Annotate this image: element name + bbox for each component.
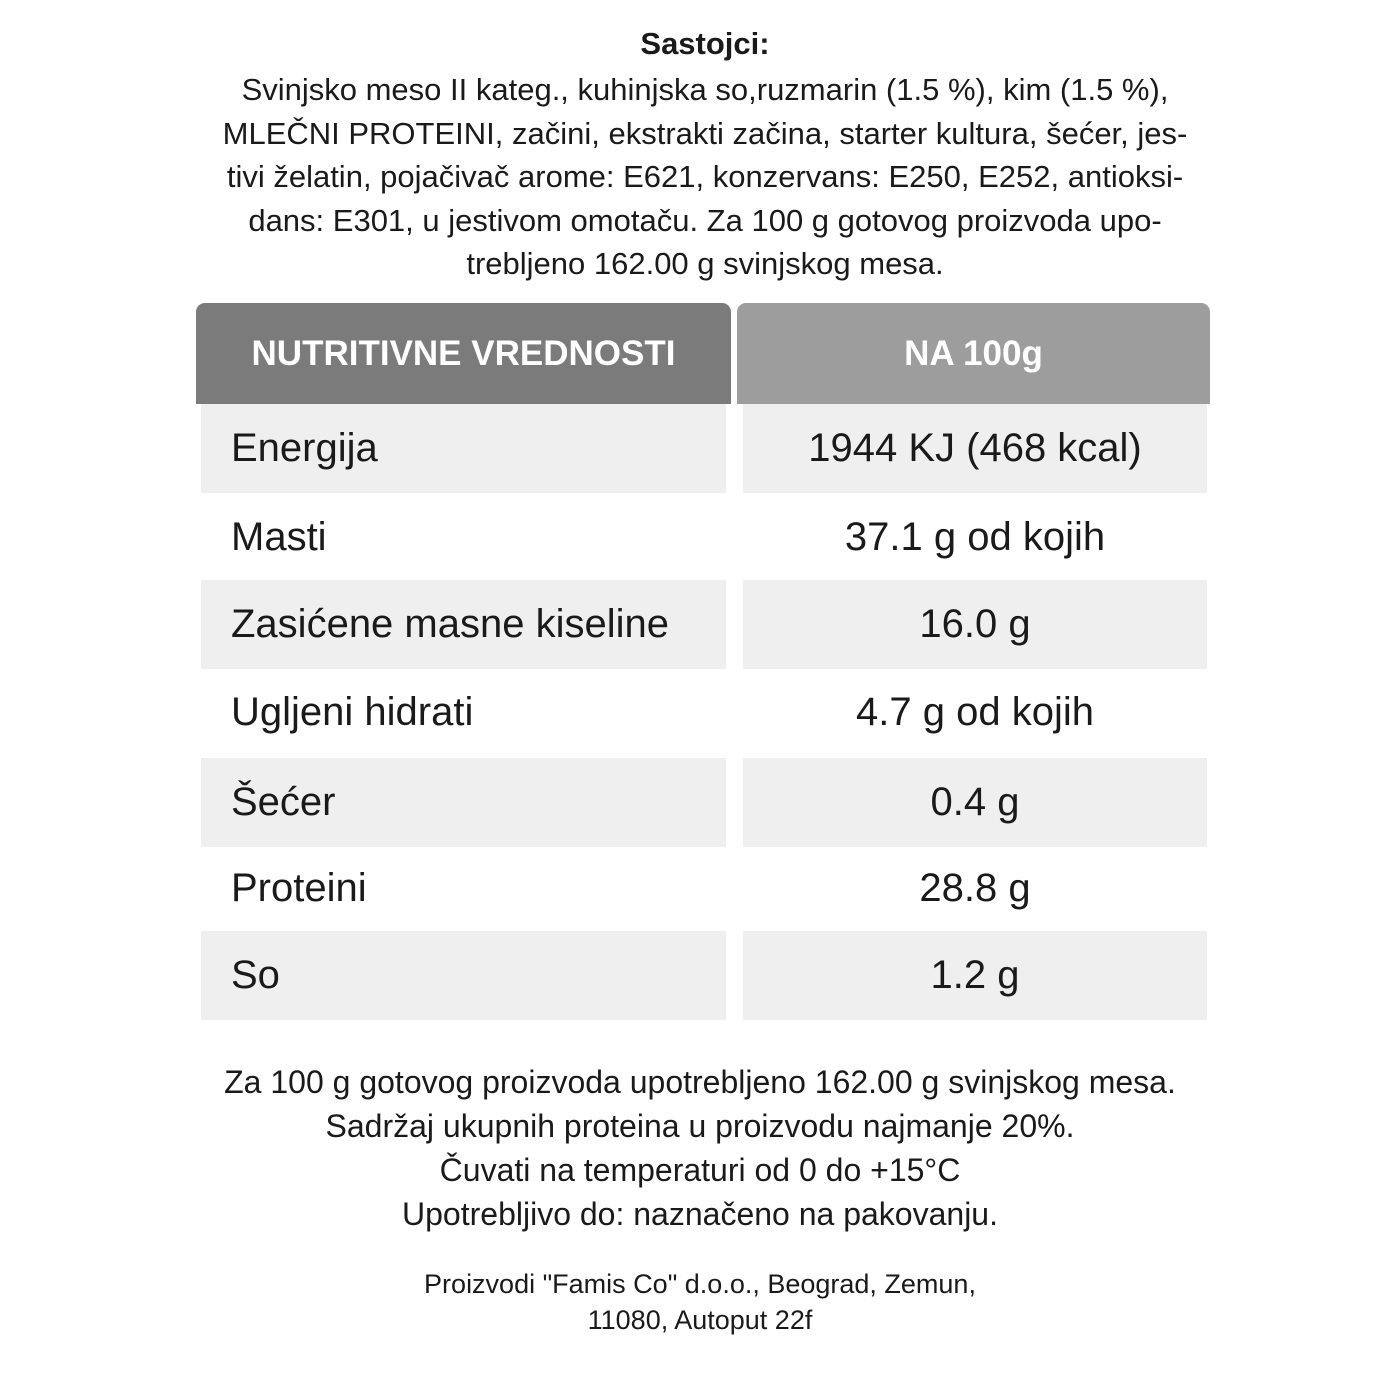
ingredients-line: tivi želatin, pojačivač arome: E621, konzervans: E250, E252, antioksi-	[226, 159, 1184, 194]
nutrient-name: Proteini	[231, 866, 367, 910]
footer-line: Čuvati na temperaturi od 0 do +15°C	[439, 1152, 961, 1188]
nutrient-value: 16.0 g	[743, 580, 1207, 669]
nutrient-name: So	[201, 931, 726, 1020]
nutrition-row-fat	[201, 493, 1207, 582]
footer-line: Upotrebljivo do: naznačeno na pakovanju.	[402, 1196, 998, 1232]
nutrition-row-salt	[201, 931, 1207, 1020]
storage-info	[0, 1060, 1400, 1236]
ingredients-text	[0, 68, 1400, 286]
producer-line: 11080, Autoput 22f	[587, 1305, 813, 1335]
ingredients-line: dans: E301, u jestivom omotaču. Za 100 g gotovog proizvoda upo-	[248, 202, 1162, 238]
nutrient-value: 28.8 g	[919, 866, 1031, 910]
producer-line: Proizvodi "Famis Co" d.o.o., Beograd, Zemun,	[424, 1269, 976, 1299]
ingredients-line: trebljeno 162.00 g svinjskog mesa.	[466, 246, 944, 281]
nutrition-table	[196, 303, 1210, 1021]
nutrition-header-name: NUTRITIVNE VREDNOSTI	[196, 303, 731, 404]
footer-line: Sadržaj ukupnih proteina u proizvodu najmanje 20%.	[325, 1108, 1075, 1144]
nutrient-name: Ugljeni hidrati	[231, 690, 474, 734]
producer-info	[0, 1266, 1400, 1338]
ingredients-line: Svinjsko meso II kateg., kuhinjska so,ruzmarin (1.5 %), kim (1.5 %),	[241, 72, 1169, 107]
nutrition-row-carbohydrates	[201, 668, 1207, 757]
nutrient-value: 1.2 g	[743, 931, 1207, 1020]
nutrient-value: 37.1 g od kojih	[844, 515, 1106, 559]
nutrient-name: Masti	[231, 515, 327, 559]
nutrition-row-sugar	[201, 758, 1207, 847]
nutrition-row-protein	[201, 844, 1207, 933]
nutrient-name: Zasićene masne kiseline	[201, 580, 726, 669]
nutrition-header-value: NA 100g	[737, 303, 1210, 404]
nutrient-name: Energija	[201, 404, 726, 493]
footer-line: Za 100 g gotovog proizvoda upotrebljeno 162.00 g svinjskog mesa.	[224, 1064, 1176, 1100]
ingredients-line: MLEČNI PROTEINI, začini, ekstrakti začina, starter kultura, šećer, jes-	[222, 115, 1188, 151]
nutrient-value: 1944 KJ (468 kcal)	[743, 404, 1207, 493]
nutrient-value: 0.4 g	[743, 758, 1207, 847]
nutrition-row-energy	[201, 404, 1207, 493]
nutrient-value: 4.7 g od kojih	[856, 690, 1094, 734]
nutrition-row-saturated-fat	[201, 580, 1207, 669]
ingredients-title: Sastojci:	[640, 26, 770, 61]
nutrient-name: Šećer	[201, 758, 726, 847]
